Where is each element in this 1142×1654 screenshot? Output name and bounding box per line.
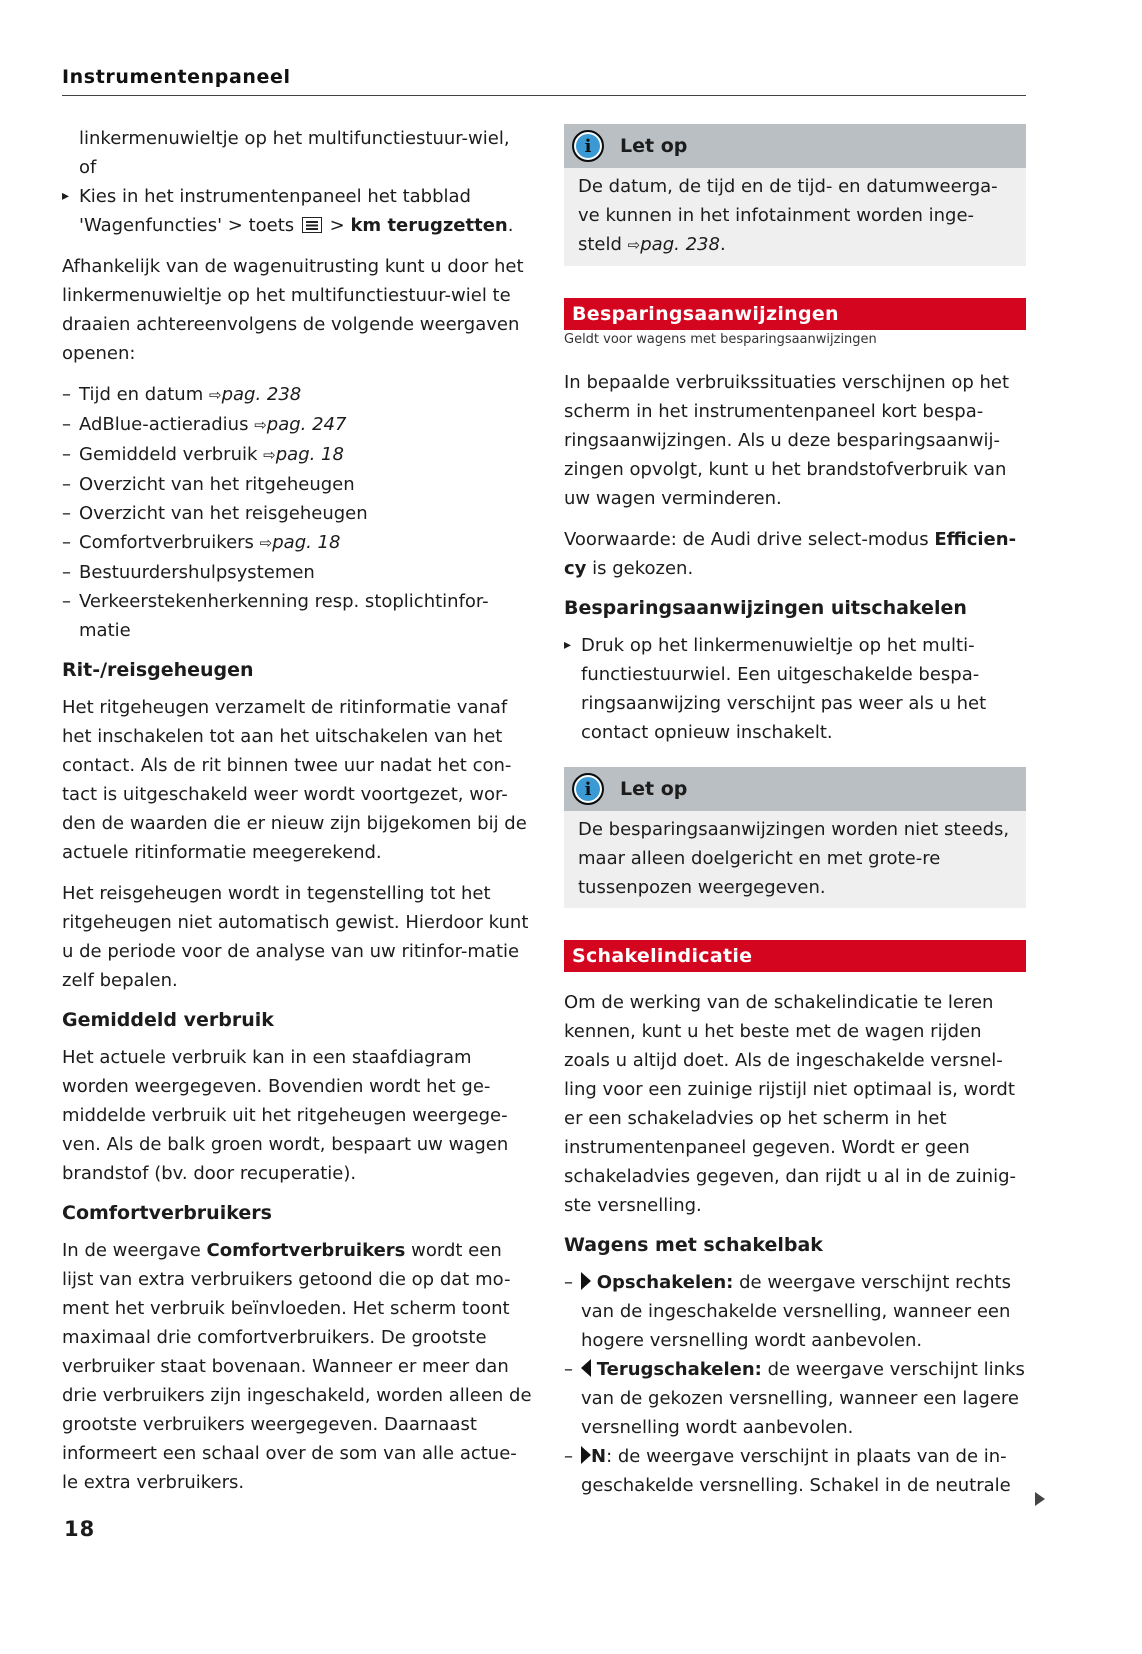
list-item-upshift: – Opschakelen: de weergave verschijnt rechts van de ingeschakelde versnelling, wanneer een hogere versnelling wordt aanbevolen. bbox=[564, 1268, 1026, 1355]
step-bold: km terugzetten bbox=[350, 215, 508, 236]
section-bar-besparing: Besparingsaanwijzingen bbox=[564, 298, 1026, 330]
menu-button-icon bbox=[302, 217, 322, 233]
neutral-arrow-icon bbox=[581, 1446, 591, 1464]
step-separator: > bbox=[329, 215, 345, 236]
note-header bbox=[564, 767, 1026, 811]
page-reference-link[interactable]: pag. 18 bbox=[272, 532, 341, 553]
section-bar-schakelindicatie: Schakelindicatie bbox=[564, 940, 1026, 972]
note-body: De datum, de tijd en de tijd- en datumweerga-ve kunnen in het infotainment worden inge-steld ⇨pag. 238. bbox=[578, 176, 998, 255]
section-heading-uitschakelen: Besparingsaanwijzingen uitschakelen bbox=[564, 597, 967, 619]
list-item: – Overzicht van het ritgeheugen bbox=[62, 470, 532, 499]
list-item: – Comfortverbruikers ⇨pag. 18 bbox=[62, 528, 532, 558]
downshift-arrow-icon bbox=[581, 1359, 591, 1377]
page-header-title: Instrumentenpaneel bbox=[62, 66, 291, 88]
arrow-right-icon: ⇨ bbox=[259, 534, 273, 552]
paragraph: Het ritgeheugen verzamelt de ritinformatie vanaf het inschakelen tot aan het uitschakelen van het contact. Als de rit binnen twee uur nadat het con-tact is uitgeschakeld weer wordt voortgezet, wor-den de waarden die er nieuw zijn bijgekomen bij de actuele ritinformatie meegerekend. bbox=[62, 697, 527, 863]
instruction-step: ▸ Kies in het instrumentenpaneel het tabblad 'Wagenfuncties' > toets > km terugzetten. bbox=[62, 182, 532, 240]
page-reference-link[interactable]: pag. 247 bbox=[266, 414, 347, 435]
note-title: Let op bbox=[620, 134, 688, 157]
list-item-downshift: – Terugschakelen: de weergave verschijnt links van de gekozen versnelling, wanneer een lagere versnelling wordt aanbevolen. bbox=[564, 1355, 1026, 1442]
header-divider bbox=[62, 95, 1026, 96]
info-icon: i bbox=[572, 773, 604, 805]
section-heading-gemiddeld: Gemiddeld verbruik bbox=[62, 1009, 274, 1031]
arrow-right-icon: ⇨ bbox=[263, 446, 276, 464]
section-heading-schakelbak: Wagens met schakelbak bbox=[564, 1234, 823, 1256]
instruction-step: ▸ Druk op het linkermenuwieltje op het multi-functiestuurwiel. Een uitgeschakelde bespa-ringsaanwijzing verschijnt pas weer als u het contact opnieuw inschakelt. bbox=[564, 631, 1026, 747]
paragraph: Het reisgeheugen wordt in tegenstelling tot het ritgeheugen niet automatisch gewist. Hierdoor kunt u de periode voor de analyse van uw ritinfor-matie zelf bepalen. bbox=[62, 883, 529, 991]
note-body: De besparingsaanwijzingen worden niet steeds, maar alleen doelgericht en met grote-re tussenpozen weergegeven. bbox=[578, 819, 1010, 898]
list-item: – Overzicht van het reisgeheugen bbox=[62, 499, 532, 528]
list-item: – Tijd en datum ⇨pag. 238 bbox=[62, 380, 532, 410]
note-box bbox=[564, 767, 1026, 908]
note-header bbox=[564, 124, 1026, 168]
right-column bbox=[564, 124, 1026, 1510]
page-reference-link[interactable]: pag. 238 bbox=[640, 234, 720, 255]
page-reference-link[interactable]: pag. 238 bbox=[221, 384, 302, 405]
list-item: – Gemiddeld verbruik ⇨pag. 18 bbox=[62, 440, 532, 470]
list-item: – Verkeerstekenherkenning resp. stoplichtinfor-matie bbox=[62, 587, 532, 645]
section-heading-comfort: Comfortverbruikers bbox=[62, 1202, 272, 1224]
display-list bbox=[62, 380, 532, 645]
paragraph: Het actuele verbruik kan in een staafdiagram worden weergegeven. Bovendien wordt het ge-middelde verbruik uit het ritgeheugen weergege-ven. Als de balk groen wordt, bespaart uw wagen brandstof (bv. door recuperatie). bbox=[62, 1047, 509, 1184]
paragraph: In de weergave Comfortverbruikers wordt een lijst van extra verbruikers getoond die op dat mo-ment het verbruik beïnvloeden. Het scherm toont maximaal drie comfortverbruikers. De grootste verbruiker staat bovenaan. Wanneer er meer dan drie verbruikers zijn ingeschakeld, worden alleen de grootste verbruikers weergegeven. Daarnaast informeert een schaal over de som van alle actue-le extra verbruikers. bbox=[62, 1240, 532, 1493]
page-number: 18 bbox=[64, 1517, 96, 1541]
page-reference-link[interactable]: pag. 18 bbox=[275, 444, 344, 465]
left-column bbox=[62, 124, 532, 1509]
arrow-right-icon: ⇨ bbox=[254, 416, 267, 434]
note-box bbox=[564, 124, 1026, 266]
shift-indication-list bbox=[564, 1268, 1026, 1500]
paragraph: Afhankelijk van de wagenuitrusting kunt u door het linkermenuwieltje op het multifunctiestuur-wiel te draaien achtereenvolgens de volgende weergaven openen: bbox=[62, 256, 524, 364]
continue-next-page-icon bbox=[1035, 1492, 1045, 1506]
note-title: Let op bbox=[620, 777, 688, 800]
intro-continuation: linkermenuwieltje op het multifunctiestuur-wiel, of bbox=[79, 128, 510, 178]
info-icon: i bbox=[572, 130, 604, 162]
list-item: – AdBlue-actieradius ⇨pag. 247 bbox=[62, 410, 532, 440]
paragraph: Voorwaarde: de Audi drive select-modus Efficien-cy is gekozen. bbox=[564, 529, 1017, 579]
step-text: Kies in het instrumentenpaneel het tabblad 'Wagenfuncties' > toets bbox=[79, 186, 471, 236]
list-item-neutral: – N: de weergave verschijnt in plaats van de in-geschakelde versnelling. Schakel in de neutrale bbox=[564, 1442, 1026, 1500]
section-caption: Geldt voor wagens met besparingsaanwijzingen bbox=[564, 332, 877, 347]
list-item: – Bestuurdershulpsystemen bbox=[62, 558, 532, 587]
section-heading-rit: Rit-/reisgeheugen bbox=[62, 659, 254, 681]
paragraph: Om de werking van de schakelindicatie te leren kennen, kunt u het beste met de wagen rijden zoals u altijd doet. Als de ingeschakelde versnel-ling voor een zuinige rijstijl niet optimaal is, wordt er een schakeladvies op het scherm in het instrumentenpaneel gegeven. Wordt er geen schakeladvies gegeven, dan rijdt u al in de zuinig-ste versnelling. bbox=[564, 992, 1017, 1216]
upshift-arrow-icon bbox=[581, 1272, 591, 1290]
paragraph: In bepaalde verbruikssituaties verschijnen op het scherm in het instrumentenpaneel kort bespa-ringsaanwijzingen. Als u deze besparingsaanwij-zingen opvolgt, kunt u het brandstofverbruik van uw wagen verminderen. bbox=[564, 372, 1010, 509]
arrow-right-icon: ⇨ bbox=[627, 236, 641, 254]
arrow-right-icon: ⇨ bbox=[209, 386, 222, 404]
